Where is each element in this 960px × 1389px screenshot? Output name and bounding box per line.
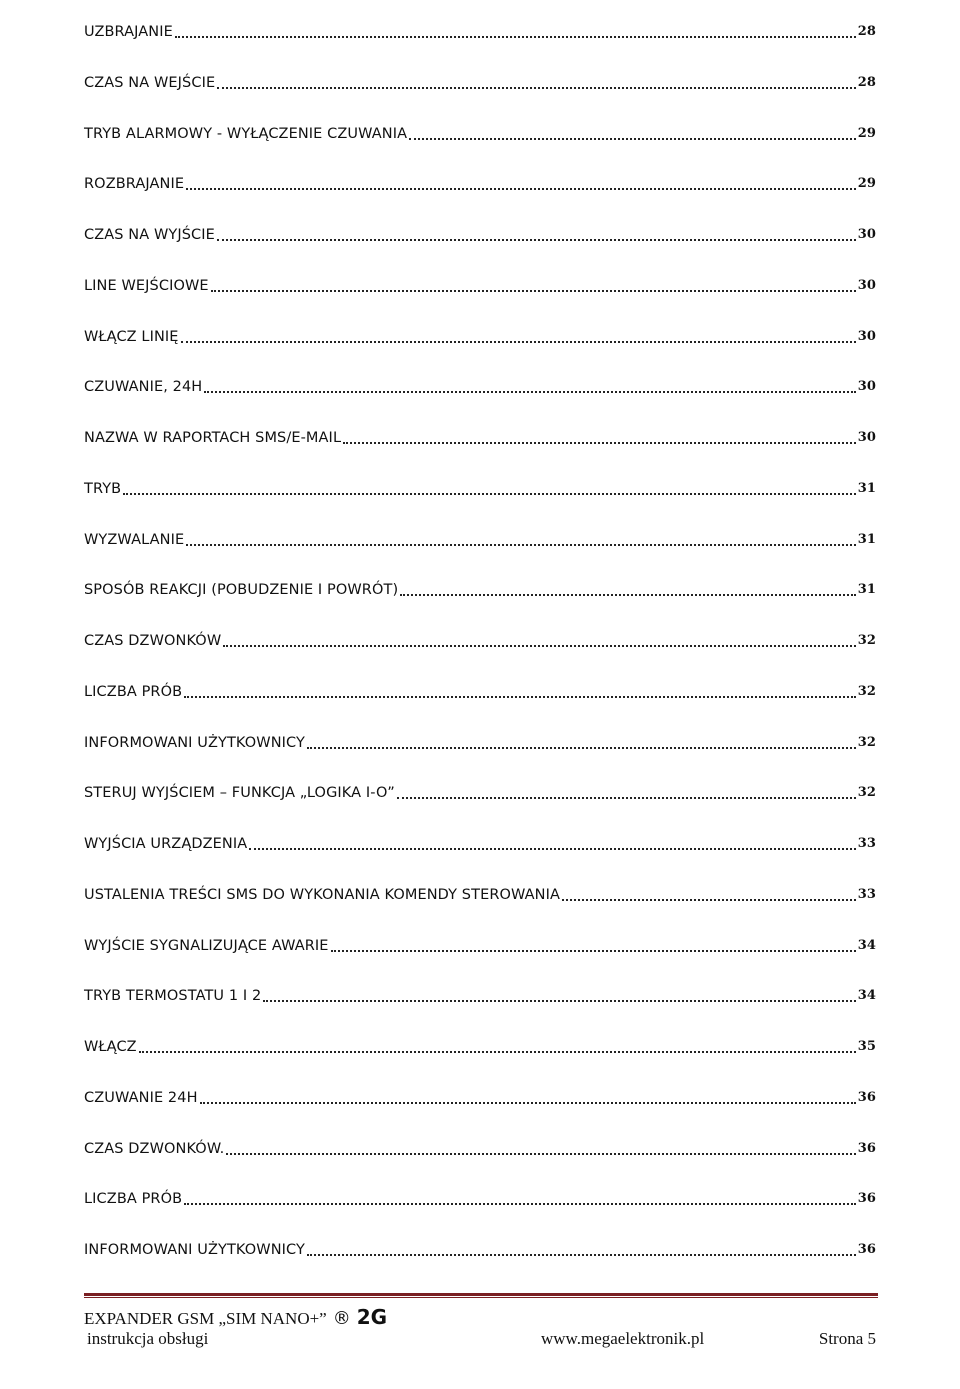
toc-dot-leader bbox=[139, 1037, 856, 1053]
toc-entry-page: 31 bbox=[857, 480, 876, 496]
toc-entry[interactable] bbox=[84, 1240, 876, 1291]
registered-mark: ® bbox=[332, 1308, 351, 1329]
toc-entry[interactable] bbox=[84, 631, 876, 682]
toc-entry[interactable] bbox=[84, 174, 876, 225]
toc-entry[interactable] bbox=[84, 377, 876, 428]
toc-entry[interactable] bbox=[84, 936, 876, 987]
toc-entry-page: 32 bbox=[857, 633, 876, 648]
toc-dot-leader bbox=[226, 1139, 855, 1155]
toc-dot-leader bbox=[400, 580, 856, 596]
toc-entry-page: 32 bbox=[857, 785, 876, 801]
toc-entry-title: WŁĄCZ bbox=[84, 1039, 137, 1055]
toc-entry[interactable] bbox=[84, 276, 876, 327]
toc-entry-title: INFORMOWANI UŻYTKOWNICY bbox=[84, 734, 305, 751]
toc-entry-page: 29 bbox=[857, 176, 876, 192]
toc-entry[interactable] bbox=[84, 834, 876, 885]
toc-entry-page: 36 bbox=[857, 1242, 876, 1257]
toc-entry-title: LICZBA PRÓB bbox=[84, 683, 183, 700]
toc-entry[interactable] bbox=[84, 1088, 876, 1139]
toc-entry[interactable] bbox=[84, 682, 876, 733]
toc-entry-title: CZAS NA WYJŚCIE bbox=[84, 227, 215, 243]
toc-entry-page: 32 bbox=[857, 734, 876, 750]
toc-entry-title: ROZBRAJANIE bbox=[84, 176, 185, 193]
toc-dot-leader bbox=[204, 377, 855, 393]
toc-entry-page: 31 bbox=[857, 531, 876, 547]
toc-entry-page: 30 bbox=[857, 379, 876, 395]
toc-dot-leader bbox=[223, 631, 855, 647]
toc-dot-leader bbox=[217, 73, 855, 89]
toc-entry-page: 36 bbox=[857, 1191, 876, 1207]
toc-entry[interactable] bbox=[84, 479, 876, 530]
toc-entry-page: 33 bbox=[857, 836, 876, 851]
toc-entry-title: WYJŚCIA URZĄDZENIA bbox=[84, 836, 248, 852]
toc-dot-leader bbox=[175, 22, 856, 38]
toc-dot-leader bbox=[307, 733, 856, 749]
toc-entry-title: INFORMOWANI UŻYTKOWNICY bbox=[84, 1242, 305, 1258]
toc-entry[interactable] bbox=[84, 73, 876, 124]
toc-dot-leader bbox=[184, 682, 856, 698]
footer-rule bbox=[84, 1293, 878, 1296]
toc-dot-leader bbox=[217, 225, 856, 241]
toc-entry-page: 29 bbox=[857, 125, 876, 141]
toc-dot-leader bbox=[397, 783, 856, 799]
toc-entry-page: 30 bbox=[857, 328, 876, 344]
toc-entry-title: LICZBA PRÓB bbox=[84, 1191, 183, 1208]
footer-product-name: EXPANDER GSM „SIM NANO+” bbox=[84, 1309, 327, 1328]
toc-entry-page: 35 bbox=[857, 1039, 876, 1054]
toc-entry-title: TRYB ALARMOWY - WYŁĄCZENIE CZUWANIA bbox=[84, 125, 408, 142]
toc-entry-title: WYJŚCIE SYGNALIZUJĄCE AWARIE bbox=[84, 937, 329, 954]
toc-dot-leader bbox=[307, 1240, 856, 1256]
toc-dot-leader bbox=[186, 174, 856, 190]
toc-dot-leader bbox=[211, 276, 856, 292]
toc-entry[interactable] bbox=[84, 22, 876, 73]
toc-entry-title: UZBRAJANIE bbox=[84, 24, 173, 40]
toc-entry[interactable] bbox=[84, 225, 876, 276]
toc-entry-page: 31 bbox=[857, 582, 876, 598]
toc-entry-page: 33 bbox=[857, 886, 876, 902]
toc-entry-title: CZUWANIE 24H bbox=[84, 1089, 198, 1106]
toc-entry-title: NAZWA W RAPORTACH SMS/E-MAIL bbox=[84, 430, 342, 446]
toc-entry-title: SPOSÓB REAKCJI (POBUDZENIE I POWRÓT) bbox=[84, 582, 399, 599]
footer-website: www.megaelektronik.pl bbox=[541, 1329, 705, 1348]
toc-entry[interactable] bbox=[84, 327, 876, 378]
toc-dot-leader bbox=[562, 885, 856, 901]
toc-dot-leader bbox=[123, 479, 855, 495]
toc-dot-leader bbox=[249, 834, 855, 850]
toc-entry[interactable] bbox=[84, 530, 876, 581]
footer-manual-label: instrukcja obsługi bbox=[87, 1329, 209, 1348]
toc-entry-page: 28 bbox=[857, 24, 876, 39]
toc-entry-page: 28 bbox=[857, 74, 876, 90]
toc-entry-title: CZUWANIE, 24H bbox=[84, 379, 203, 396]
toc-entry[interactable] bbox=[84, 733, 876, 784]
toc-entry-page: 30 bbox=[857, 430, 876, 445]
toc-entry[interactable] bbox=[84, 885, 876, 936]
toc-dot-leader bbox=[409, 124, 856, 140]
toc-dot-leader bbox=[184, 1189, 856, 1205]
toc-entry-title: CZAS NA WEJŚCIE bbox=[84, 74, 216, 91]
toc-entry[interactable] bbox=[84, 1189, 876, 1240]
toc-entry[interactable] bbox=[84, 1139, 876, 1190]
toc-entry[interactable] bbox=[84, 124, 876, 175]
toc-entry-page: 30 bbox=[857, 277, 876, 293]
toc-dot-leader bbox=[331, 936, 856, 952]
footer-product-line bbox=[84, 1305, 387, 1329]
toc-entry-title: LINE WEJŚCIOWE bbox=[84, 277, 209, 294]
toc-entry[interactable] bbox=[84, 428, 876, 479]
toc-entry-page: 32 bbox=[857, 683, 876, 699]
toc-dot-leader bbox=[343, 428, 856, 444]
table-of-contents bbox=[84, 22, 876, 1291]
toc-dot-leader bbox=[181, 327, 856, 343]
toc-entry-title: WYZWALANIE bbox=[84, 531, 185, 548]
toc-entry-title: CZAS DZWONKÓW bbox=[84, 633, 222, 649]
footer-page-number: Strona 5 bbox=[818, 1329, 876, 1348]
toc-entry-title: USTALENIA TREŚCI SMS DO WYKONANIA KOMENDY STEROWANIA bbox=[84, 886, 561, 903]
page-footer bbox=[84, 1293, 878, 1348]
toc-entry-page: 30 bbox=[857, 227, 876, 242]
toc-entry-page: 34 bbox=[857, 937, 876, 953]
footer-rule-thin bbox=[84, 1297, 878, 1298]
toc-entry[interactable] bbox=[84, 580, 876, 631]
toc-entry-title: WŁĄCZ LINIĘ bbox=[84, 328, 179, 345]
toc-entry-page: 34 bbox=[857, 988, 876, 1004]
toc-entry-page: 36 bbox=[857, 1140, 876, 1156]
toc-entry-title: CZAS DZWONKÓW. bbox=[84, 1140, 225, 1157]
toc-entry[interactable] bbox=[84, 986, 876, 1037]
toc-entry[interactable] bbox=[84, 783, 876, 834]
toc-entry-title: TRYB TERMOSTATU 1 I 2 bbox=[84, 988, 262, 1005]
toc-dot-leader bbox=[186, 530, 855, 546]
toc-dot-leader bbox=[200, 1088, 856, 1104]
footer-generation: 2G bbox=[356, 1305, 388, 1329]
toc-entry-title: TRYB bbox=[84, 480, 122, 497]
toc-entry-title: STERUJ WYJŚCIEM – FUNKCJA „LOGIKA I-O” bbox=[84, 785, 395, 802]
toc-entry-page: 36 bbox=[857, 1089, 876, 1105]
toc-dot-leader bbox=[263, 986, 855, 1002]
toc-entry[interactable] bbox=[84, 1037, 876, 1088]
